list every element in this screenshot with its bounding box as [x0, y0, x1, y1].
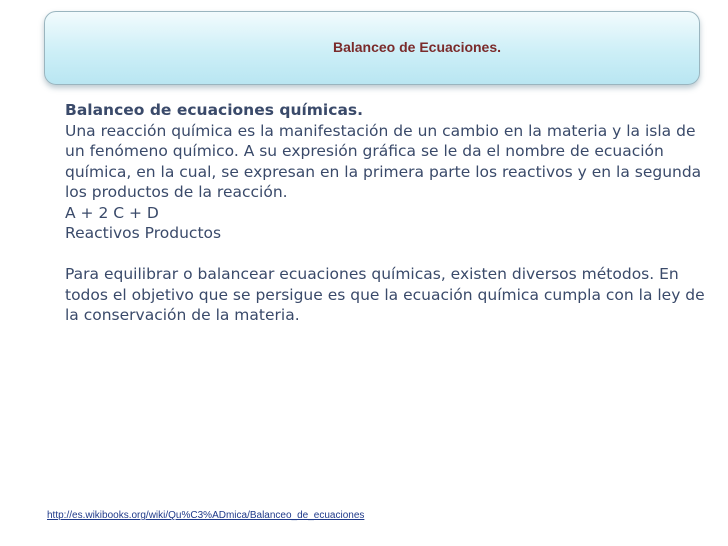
chemical-equation: A + 2 C + D [65, 203, 159, 222]
content-paragraph-2: Para equilibrar o balancear ecuaciones químicas, existen diversos métodos. En todos el objetivo que se persigue es que la ecuación química cumpla con la ley de la conservación de la materia. [65, 265, 705, 324]
source-link[interactable]: http://es.wikibooks.org/wiki/Qu%C3%ADmica/Balanceo_de_ecuaciones [47, 510, 365, 521]
equation-labels: Reactivos Productos [65, 224, 222, 242]
slide-content [65, 100, 705, 326]
content-heading: Balanceo de ecuaciones químicas. [65, 101, 364, 119]
slide-title: Balanceo de Ecuaciones. [332, 39, 502, 55]
slide-title-box [44, 11, 700, 85]
content-paragraph-1: Una reacción química es la manifestación de un cambio en la materia y la isla de un fenómeno químico. A su expresión gráfica se le da el nombre de ecuación química, en la cual, se expresan en la primera parte los reactivos y en la segunda los productos de la reacción. [65, 121, 702, 201]
paragraph-spacer [65, 244, 705, 265]
